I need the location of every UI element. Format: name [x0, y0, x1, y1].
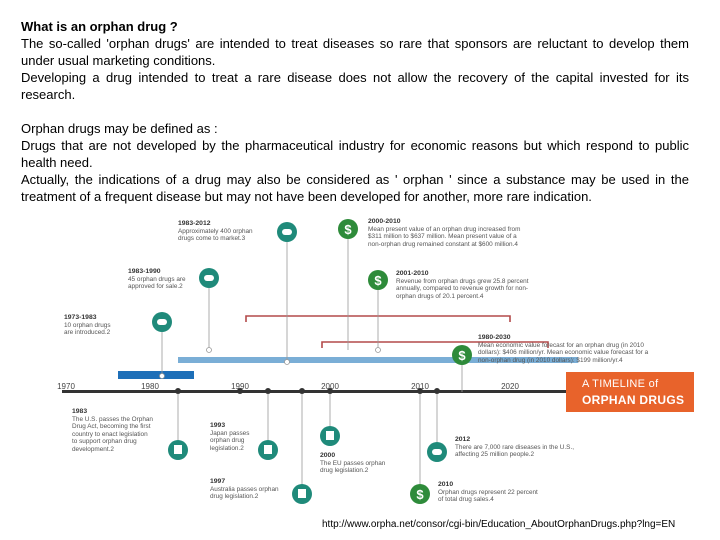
- period-bar-1973-1983: [118, 371, 194, 379]
- pill-icon-1973-1983: [152, 312, 172, 332]
- note-1983-2012: 1983-2012 Approximately 400 orphan drugs come to market.3: [178, 220, 253, 243]
- pill-icon-2012: [427, 442, 447, 462]
- dollar-icon-2010: [410, 484, 430, 504]
- svg-text:$: $: [416, 487, 424, 502]
- banner-line-2: ORPHAN DRUGS: [582, 393, 685, 407]
- note-1983-1990: 1983-1990 45 orphan drugs are approved for sale.2: [128, 268, 186, 291]
- year-label-2020: 2020: [501, 382, 519, 391]
- year-label-1970: 1970: [57, 382, 75, 391]
- article-title: What is an orphan drug ?: [21, 19, 178, 34]
- paragraph-2-line-2: research.: [21, 87, 76, 102]
- paragraph-3-line-1: Orphan drugs may be defined as :: [21, 121, 218, 136]
- note-2000: 2000 The EU passes orphan drug legislation.2: [320, 452, 386, 475]
- note-1993: 1993 Japan passes orphan drug legislation.2: [210, 422, 250, 452]
- paragraph-4-line-2: public health need.: [21, 138, 689, 170]
- source-link[interactable]: http://www.orpha.net/consor/cgi-bin/Education_AboutOrphanDrugs.php?lng=EN: [322, 519, 676, 530]
- note-1980-2030: 1980-2030 Mean economic value forecast for an orphan drug (in 2010 dollars): $406 million/yr. Mean economic value forecast for a non-orphan drug (in 2010 dollars): $199 million/yr.4: [478, 334, 649, 364]
- svg-text:$: $: [374, 273, 382, 288]
- note-2010: 2010 Orphan drugs represent 22 percent of total drug sales.4: [438, 481, 538, 504]
- dollar-icon-2001-2010: [368, 270, 388, 290]
- flag-icon-2000: [320, 426, 340, 446]
- dollar-icon-1980-2030: [452, 345, 472, 365]
- banner-line-1: A TIMELINE of: [582, 378, 659, 390]
- timeline-banner: [566, 372, 694, 412]
- note-1973-1983: 1973-1983 10 orphan drugs are introduced.2: [64, 314, 111, 337]
- note-2012: 2012 There are 7,000 rare diseases in the U.S., affecting 25 million people.2: [455, 436, 575, 459]
- note-2000-2010: 2000-2010 Mean present value of an orphan drug increased from $311 million to $637 million. Mean present value of a non-orphan drug remained constant at $600 million.4: [368, 218, 521, 248]
- year-label-2000: 2000: [321, 382, 339, 391]
- note-1983: 1983 The U.S. passes the Orphan Drug Act, becoming the first country to enact legislation to support orphan drug development.2: [72, 408, 153, 453]
- paragraph-2-line-1: Developing a drug intended to treat a rare disease does not allow the recovery of the capital invested for its: [21, 70, 689, 85]
- paragraph-5-line-1: Actually, the indications of a drug may also be considered as ' orphan ' since a substance may be used in: [21, 172, 666, 187]
- note-1997: 1997 Australia passes orphan drug legislation.2: [210, 478, 279, 501]
- svg-text:$: $: [344, 222, 352, 237]
- year-label-2010: 2010: [411, 382, 429, 391]
- year-label-1990: 1990: [231, 382, 249, 391]
- note-2001-2010: 2001-2010 Revenue from orphan drugs grew 25.8 percent annually, compared to revenue growth for non- orphan drugs of 20.1 percent.4: [396, 270, 529, 300]
- paragraph-4-line-1: Drugs that are not developed by the pharmaceutical industry for economic reasons but which respond to: [21, 138, 650, 153]
- year-label-1980: 1980: [141, 382, 159, 391]
- pill-icon-1983-2012: [277, 222, 297, 242]
- svg-text:$: $: [458, 348, 466, 363]
- dollar-icon-2000-2010: [338, 219, 358, 239]
- paragraph-1-line-1: The so-called 'orphan drugs' are intended to treat diseases so rare that sponsors are reluctant to develop: [21, 36, 655, 51]
- paragraph-5-line-2: the treatment of a frequent disease but may not have been developed for another, more rare indication.: [21, 172, 689, 204]
- timeline-axis: [62, 390, 572, 393]
- paragraph-1-line-2: them under usual marketing conditions.: [21, 36, 689, 68]
